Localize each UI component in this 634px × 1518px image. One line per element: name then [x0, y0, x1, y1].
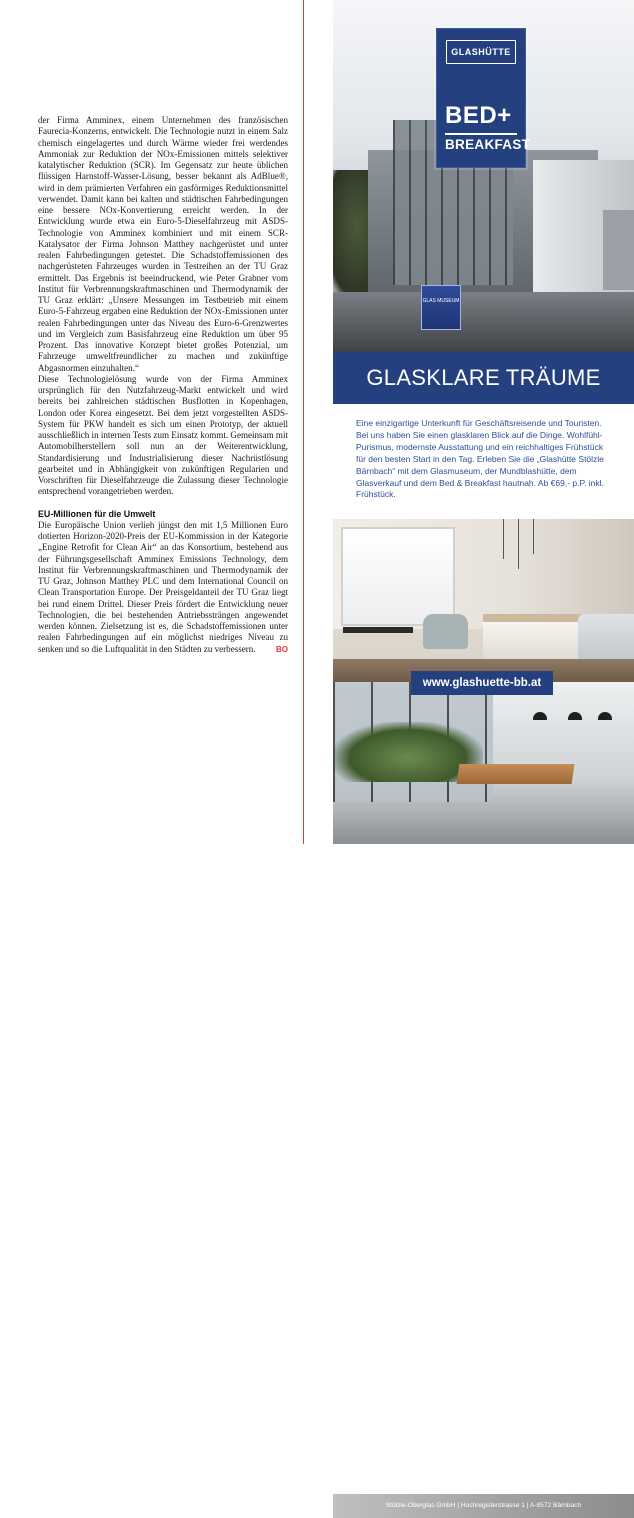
article-column	[38, 115, 288, 655]
column-divider-line	[303, 0, 304, 844]
article-paragraph-2: Diese Technologielösung wurde von der Firma Amminex ursprünglich für den Nutzfahrzeug-Markt entwickelt und wird bereits bei zahlreichen städtischen Busflotten in Kopenhagen, London oder Korea eingesetzt. Bei dem jetzt vorgestellten ASDS-System für PKW handelt es sich um einen Prototyp, der aktuell ausschließlich in internen Tests zum Einsatz kommt. Gemeinsam mit Automobilherstellern soll nun an der Weiterentwicklung, Standardisierung und Industrialisierung dieser Nachrüstlösung gearbeitet und in Abhängigkeit von zukünftigen Regularien und Vorschriften für Dieselfahrzeuge die Zulassung dieser Technologie entsprechend vorangetrieben werden.	[38, 373, 288, 497]
article-paragraph-3-text: Die Europäische Union verlieh jüngst den mit 1,5 Millionen Euro dotierten Horizon-2020-Preis der EU-Kommission in der Kategorie „Engine Retrofit for Clean Air“ an das Konsortium, bestehend aus der Führungsgesellschaft Amminex Emissions Technology, dem Institut für Verbrennungskraftmaschinen und Thermodynamik der TU Graz, Johnson Matthey PLC und dem International Council on Clean Transportation Europe. Der Preisgeldanteil der TU Graz liegt bei rund einem Drittel. Dieser Preis fördert die Entwicklung neuer Technologien, die bei bestehenden Antriebssträngen angewendet werden können. Zielsetzung ist es, die Schadstoffemissionen unter realen Fahrbedingungen auf ein möglichst niedriges Niveau zu senken und so die Luftqualität in den Städten zu verbessern.	[38, 519, 288, 654]
article-paragraph-1: der Firma Amminex, einem Unternehmen des französischen Faurecia-Konzerns, entwickelt. Die Technologie nutzt in einem Salz chemisch eingelagertes und durch Wärme wieder frei werdendes Ammoniak zur Reduktion der NOx-Emissionen mittels selektiver katalytischer Reduktion (SCR). Im Gegensatz zur heute üblichen flüssigen Harnstoff-Wasser-Lösung, besser bekannt als AdBlue®, wird in dem prämierten Verfahren ein gasförmiges Reduktionsmittel verwendet. Damit kann bei kalten und städtischen Fahrbedingungen eine bessere NOx-Konvertierung erreicht werden. In der Entwicklung wurde etwa ein Euro-5-Dieselfahrzeug mit ASDS-Technologie von Amminex kombiniert und mit einem SCR-Katalysator der Firma Johnson Matthey nachgerüstet und unter realen Fahrbedingungen getestet. Die Schadstoffemissionen des nachgerüsteten Fahrzeuges wurden in Testreihen an der TU Graz ermittelt. Das Ergebnis ist beeindruckend, wie Peter Grabner vom Institut für Verbrennungskraftmaschinen und Thermodynamik der TU Graz erklärt: „Unsere Messungen im Testbetrieb mit einem Euro-5-Fahrzeug ergaben eine Reduktion der NOx-Emissionen unter realen Fahrbedingungen unter das Niveau des Euro-6-Grenzwertes und im Vergleich zum Basisfahrzeug eine Reduktion um über 95 Prozent. Das innovative Konzept bietet großes Potenzial, um Fahrzeuge umweltfreundlicher zu machen und zukünftige Abgasnormen einzuhalten.“	[38, 115, 288, 373]
ad-footer-address: Stölzle-Oberglas GmbH | Hochregisterstrasse 1 | A-8572 Bärnbach	[333, 1494, 634, 1518]
article-paragraph-3	[38, 520, 288, 655]
logo-line-1: BED+	[445, 102, 512, 129]
logo-brand: GLASHÜTTE	[446, 40, 516, 64]
breakfast-room-photo	[333, 682, 634, 1509]
glass-museum-cube	[421, 285, 461, 330]
website-link[interactable]: www.glashuette-bb.at	[411, 671, 553, 695]
building-photo	[333, 0, 634, 352]
article-subheading: EU-Millionen für die Umwelt	[38, 508, 156, 519]
cube-label: GLAS MUSEUM	[422, 298, 460, 304]
hotel-room-photo	[333, 519, 634, 682]
bed-breakfast-logo	[436, 28, 531, 168]
ad-headline: GLASKLARE TRÄUME	[333, 352, 634, 404]
ad-body-text: Eine einzigartige Unterkunft für Geschäftsreisende und Touristen. Bei uns haben Sie einen glasklaren Blick auf die Dinge. Wohlfühl-Purismus, modernste Ausstattung und ein reichhaltiges Frühstück für den besten Start in den Tag. Erleben Sie die „Glashütte Stölzle Bärnbach“ mit dem Glasmuseum, der Mundblashütte, dem Glasverkauf und dem Bed & Breakfast hautnah. Ab €69,- p.P. inkl. Frühstück.	[356, 418, 604, 500]
logo-line-2: BREAKFAST	[445, 137, 531, 152]
advertisement	[333, 0, 634, 1509]
author-signature: BO	[276, 644, 288, 654]
